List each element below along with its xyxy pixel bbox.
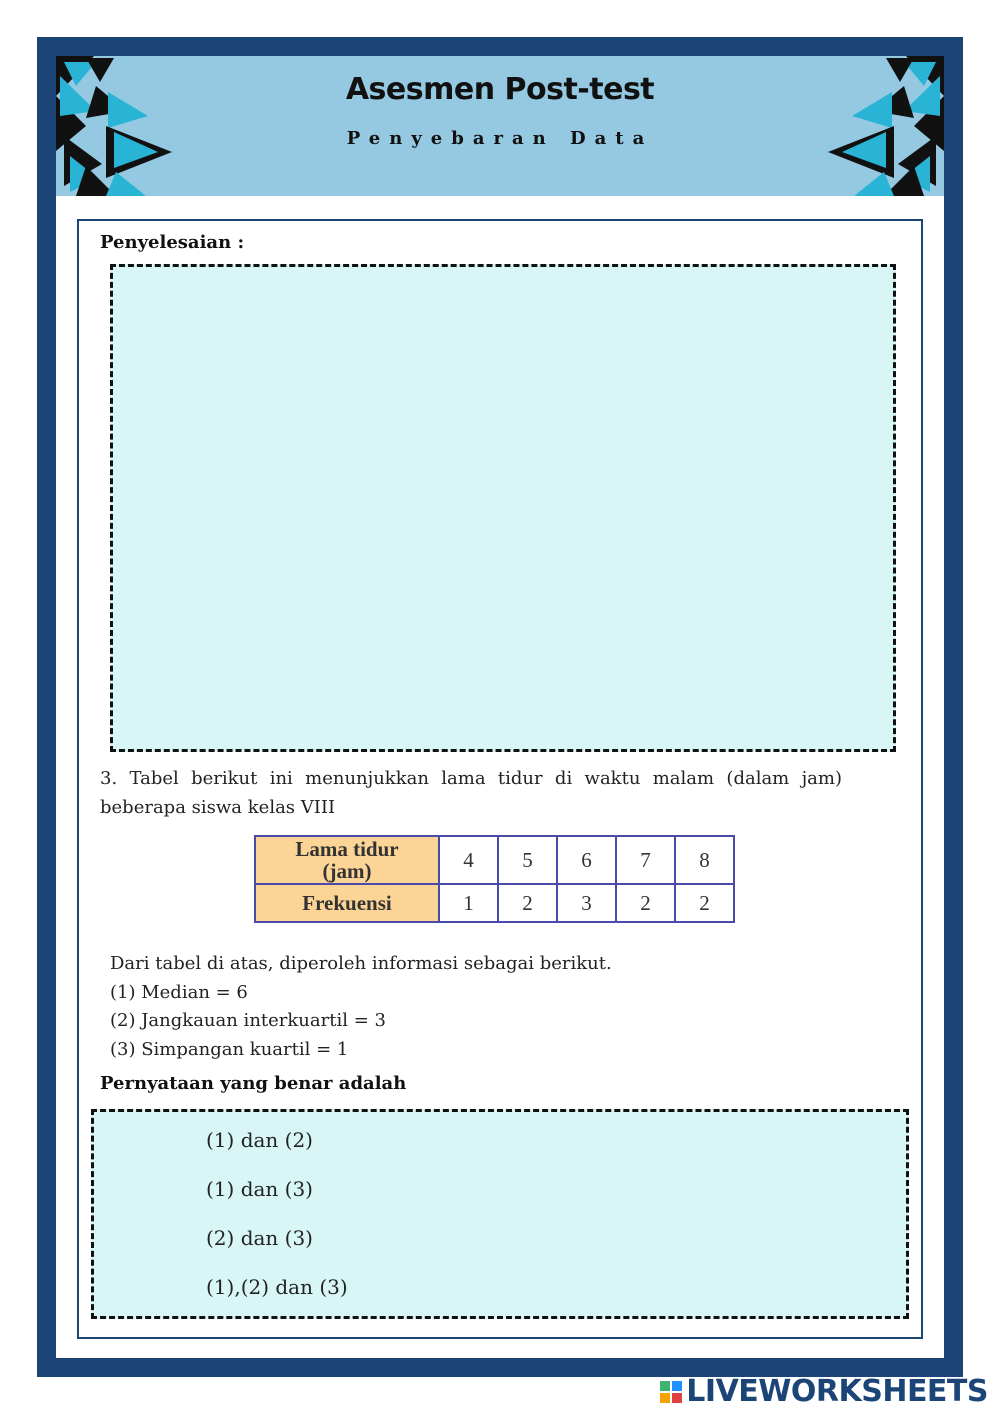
table-header-line2: (jam) xyxy=(322,859,372,883)
options-box xyxy=(91,1109,909,1319)
table-cell: 4 xyxy=(439,836,498,884)
table-cell: 6 xyxy=(557,836,616,884)
data-table xyxy=(254,835,735,923)
option-1-3[interactable]: (1) dan (3) xyxy=(206,1177,313,1201)
question-prompt: Pernyataan yang benar adalah xyxy=(100,1073,407,1094)
question-text: 3. Tabel berikut ini menunjukkan lama tidur di waktu malam (dalam jam) beberapa siswa kelas VIII xyxy=(100,768,842,818)
table-cell: 3 xyxy=(557,884,616,922)
solution-answer-box[interactable] xyxy=(110,264,896,752)
table-header-line1: Lama tidur xyxy=(295,837,399,861)
page-subtitle: Penyebaran Data xyxy=(346,128,654,149)
table-header-frekuensi: Frekuensi xyxy=(255,884,439,922)
statement-item: (2) Jangkauan interkuartil = 3 xyxy=(110,1010,386,1031)
option-1-2[interactable]: (1) dan (2) xyxy=(206,1128,313,1152)
statement-item: (1) Median = 6 xyxy=(110,981,248,1003)
table-header-lama-tidur xyxy=(255,836,439,884)
liveworksheets-brand[interactable] xyxy=(660,1374,988,1409)
page-title: Asesmen Post-test xyxy=(345,72,655,107)
table-cell: 2 xyxy=(616,884,675,922)
header-banner xyxy=(56,56,944,196)
triangle-pattern-right-icon xyxy=(824,56,944,196)
liveworksheets-logo-icon xyxy=(660,1381,682,1403)
table-cell: 2 xyxy=(675,884,734,922)
info-intro: Dari tabel di atas, diperoleh informasi sebagai berikut. xyxy=(110,953,612,974)
table-cell: 8 xyxy=(675,836,734,884)
table-cell: 2 xyxy=(498,884,557,922)
option-1-2-3[interactable]: (1),(2) dan (3) xyxy=(206,1275,348,1299)
statement-item: (3) Simpangan kuartil = 1 xyxy=(110,1038,349,1060)
table-cell: 7 xyxy=(616,836,675,884)
table-row xyxy=(255,884,734,922)
info-block xyxy=(110,950,612,1064)
table-row xyxy=(255,836,734,884)
solution-label: Penyelesaian : xyxy=(100,232,245,253)
table-cell: 1 xyxy=(439,884,498,922)
brand-name: LIVEWORKSHEETS xyxy=(686,1374,988,1409)
option-2-3[interactable]: (2) dan (3) xyxy=(206,1226,313,1250)
table-cell: 5 xyxy=(498,836,557,884)
